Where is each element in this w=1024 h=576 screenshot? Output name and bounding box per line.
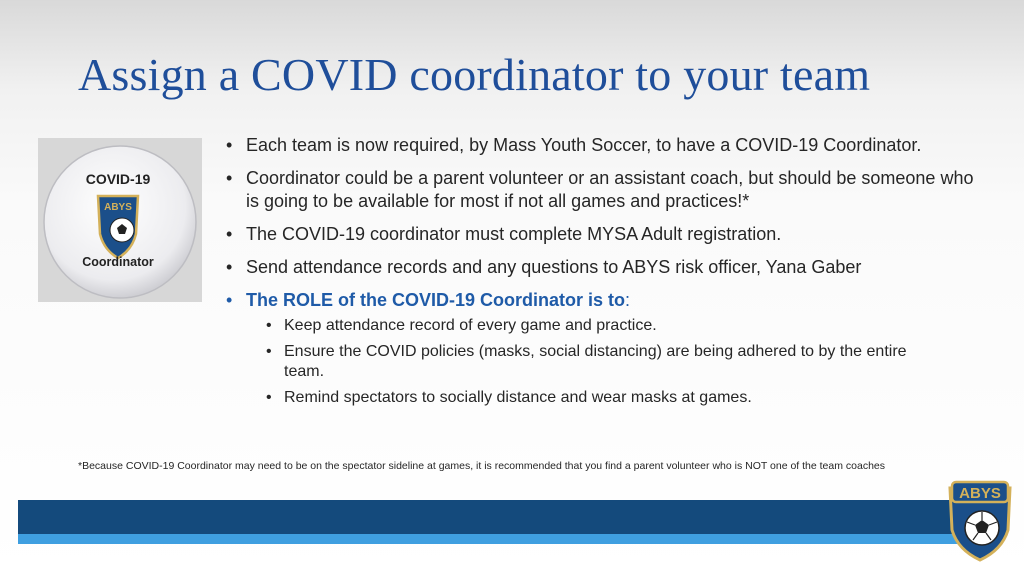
footnote: *Because COVID-19 Coordinator may need to be on the spectator sideline at games, it is recommended that you find a parent volunteer who is NOT one of the team coaches	[78, 460, 886, 472]
footer-band-dark	[18, 500, 986, 534]
badge-logo-text: ABYS	[104, 202, 132, 213]
bullet-item: • The COVID-19 coordinator must complete MYSA Adult registration.	[226, 223, 986, 246]
bullet-item: • Each team is now required, by Mass Youth Soccer, to have a COVID-19 Coordinator.	[226, 134, 986, 157]
role-heading	[226, 289, 986, 312]
role-item: • Ensure the COVID policies (masks, social distancing) are being adhered to by the entire team.	[264, 342, 924, 382]
corner-logo-text: ABYS	[959, 485, 1001, 502]
badge-button-graphic	[38, 138, 202, 302]
footer-band-light	[18, 534, 986, 544]
bullet-item: • Send attendance records and any questions to ABYS risk officer, Yana Gaber	[226, 256, 986, 279]
badge-bottom-text: Coordinator	[82, 255, 154, 269]
slide-title: Assign a COVID coordinator to your team	[78, 49, 871, 100]
bullet-list	[226, 134, 986, 414]
badge-top-text: COVID-19	[85, 171, 151, 187]
covid-coordinator-badge	[38, 138, 202, 302]
role-item: • Remind spectators to socially distance and wear masks at games.	[264, 388, 924, 408]
role-item: • Keep attendance record of every game and practice.	[264, 316, 924, 336]
abys-logo-icon	[944, 478, 1016, 564]
abys-corner-logo	[944, 478, 1016, 564]
role-heading-text: The ROLE of the COVID-19 Coordinator is to	[246, 290, 626, 310]
role-heading-colon: :	[625, 290, 631, 310]
bullet-item: • Coordinator could be a parent volunteer or an assistant coach, but should be someone who is going to be available for most if not all games and practices!*	[226, 167, 986, 213]
